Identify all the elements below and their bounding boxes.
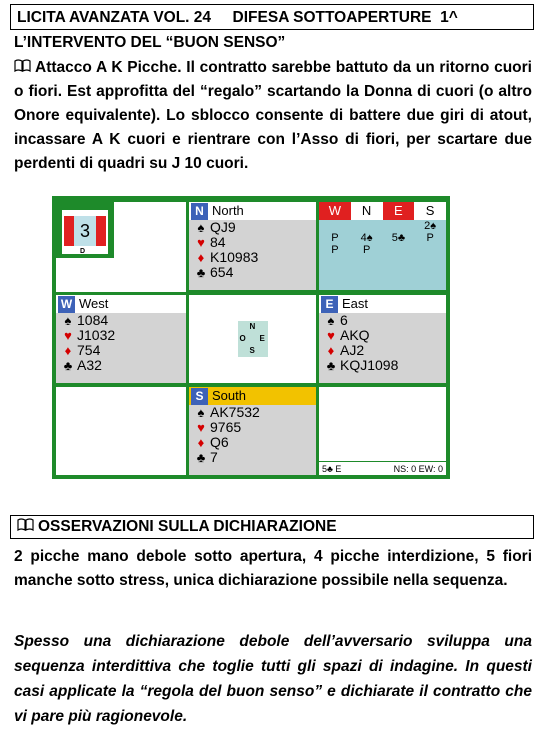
seat-badge-west: W (58, 296, 75, 313)
hand-east (319, 295, 446, 383)
auction-header-s: S (425, 203, 435, 218)
hand-name: West (79, 296, 109, 311)
auction-row: 2♠ (424, 220, 437, 232)
score-label: NS: 0 EW: 0 (393, 464, 443, 474)
table-center (189, 295, 316, 383)
book-icon (17, 518, 34, 536)
section-subtitle: L’INTERVENTO DEL “BUON SENSO” (14, 34, 286, 51)
compass-east: E (259, 334, 265, 343)
seat-badge-east: E (321, 296, 338, 313)
spade-icon: ♠ (197, 405, 205, 420)
bridge-diagram (52, 196, 450, 479)
board-info (56, 202, 186, 292)
hand-name: South (212, 388, 246, 403)
hand-west (56, 295, 186, 383)
hand-name: East (342, 296, 369, 311)
compass (238, 321, 268, 357)
advice-paragraph: Spesso una dichiarazione debole dell’avversario sviluppa una sequenza interdittiva che toglie tutti gli spazi di indagine. In questi casi applicate la “regola del buon senso” e dichiarate il contratto che vi pare più ragionevole. (14, 633, 532, 725)
seat-badge-north: N (191, 203, 208, 220)
empty-cell (56, 387, 186, 475)
vulnerability-marker (64, 216, 74, 246)
auction-box (319, 202, 446, 290)
auction-header-n: N (361, 203, 372, 218)
clubs-holding: KQJ1098 (340, 357, 399, 373)
result-cell (319, 387, 446, 475)
spades-holding: AK7532 (210, 404, 260, 420)
auction-header-e: E (383, 202, 415, 220)
club-icon: ♣ (326, 358, 336, 373)
club-icon: ♣ (196, 265, 206, 280)
dealer-marker: D (80, 248, 86, 255)
auction-row: P 4♠ 5♣ P (331, 232, 434, 244)
spade-icon: ♠ (64, 313, 72, 328)
spades-holding: QJ9 (210, 219, 236, 235)
hearts-holding: J1032 (77, 327, 116, 343)
hearts-holding: 9765 (210, 419, 242, 435)
compass-west: O (239, 334, 246, 343)
clubs-holding: 654 (210, 264, 234, 280)
observations-header (10, 515, 534, 539)
clubs-holding: A32 (77, 357, 102, 373)
hearts-holding: AKQ (340, 327, 370, 343)
page-title: LICITA AVANZATA VOL. 24 DIFESA SOTTOAPERTURE 1^ (10, 4, 534, 30)
diamond-icon: ♦ (197, 250, 205, 265)
diamonds-holding: K10983 (210, 249, 259, 265)
compass-north: N (249, 322, 256, 331)
auction-header-w: W (319, 202, 351, 220)
spades-holding: 6 (340, 312, 348, 328)
spade-icon: ♠ (197, 220, 205, 235)
diamond-icon: ♦ (64, 343, 72, 358)
spades-holding: 1084 (77, 312, 109, 328)
diamonds-holding: 754 (77, 342, 101, 358)
diamond-icon: ♦ (327, 343, 335, 358)
club-icon: ♣ (63, 358, 73, 373)
auction-row: P P (331, 244, 371, 256)
diamond-icon: ♦ (197, 435, 205, 450)
heart-icon: ♥ (197, 420, 205, 435)
board-number: 3 (74, 216, 96, 246)
hearts-holding: 84 (210, 234, 226, 250)
hand-name: North (212, 203, 244, 218)
diamonds-holding: Q6 (210, 434, 229, 450)
intro-paragraph (14, 56, 532, 176)
spade-icon: ♠ (327, 313, 335, 328)
book-icon (14, 56, 31, 80)
observations-title: OSSERVAZIONI SULLA DICHIARAZIONE (38, 518, 337, 535)
contract-label: 5♣ E (322, 464, 342, 474)
compass-south: S (249, 346, 255, 355)
clubs-holding: 7 (210, 449, 218, 465)
seat-badge-south: S (191, 388, 208, 405)
vulnerability-marker (96, 216, 106, 246)
club-icon: ♣ (196, 450, 206, 465)
observations-paragraph: 2 picche mano debole sotto apertura, 4 picche interdizione, 5 fiori manche sotto stress, unica dichiarazione possibile nella sequenza. (14, 548, 532, 589)
board-badge (56, 202, 114, 258)
heart-icon: ♥ (64, 328, 72, 343)
hand-north (189, 202, 316, 290)
hand-south (189, 387, 316, 475)
intro-text: Attacco A K Picche. Il contratto sarebbe battuto da un ritorno cuori o fiori. Est approfitta del “regalo” scartando la Donna di cuori (o altro Onore equivalente). Lo sblocco consente di battere due giri di atout, incassare A K cuori e rientrare con l’Asso di fiori, per scartare due perdenti di quadri su J 10 cuori. (14, 59, 532, 172)
diamonds-holding: AJ2 (340, 342, 365, 358)
heart-icon: ♥ (197, 235, 205, 250)
heart-icon: ♥ (327, 328, 335, 343)
